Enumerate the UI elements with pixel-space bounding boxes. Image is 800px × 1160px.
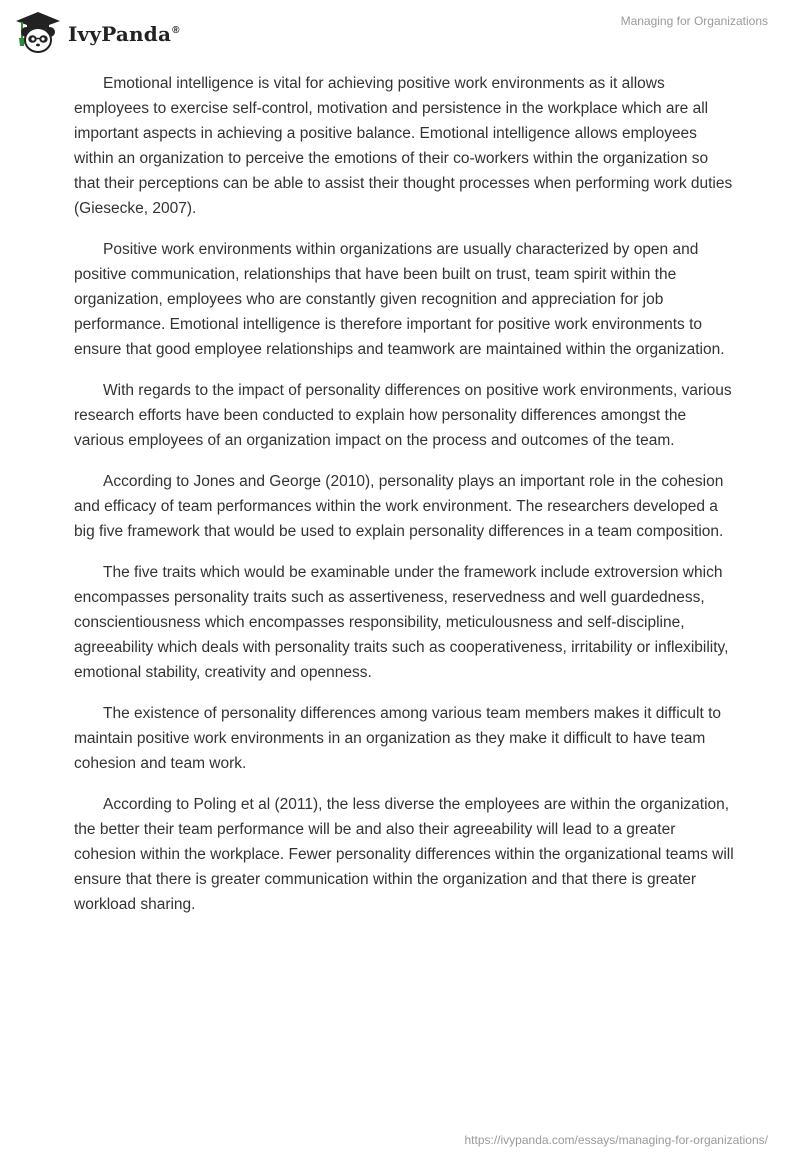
paragraph-1: Emotional intelligence is vital for achieving positive work environments as it allows employees to exercise self-control, motivation and persistence in the workplace which are all important aspects in achieving a positive balance. Emotional intelligence allows employees within an organization to perceive the emotions of their co-workers within the organization so that their perceptions can be able to assist their thought processes when performing work duties (Giesecke, 2007). [74,75,733,217]
paragraph-7: According to Poling et al (2011), the less diverse the employees are within the organization, the better their team performance will be and also their agreeability will lead to a greater cohesion within the workplace. Fewer personality differences within the organizational teams will ensure that there is greater communication within the organization and that there is greater workload sharing. [74,796,734,913]
panda-graduate-icon [14,10,62,54]
article-body [74,71,734,933]
brand-name: IvyPanda® [68,22,180,46]
document-title: Managing for Organizations [620,14,768,28]
paragraph-4: According to Jones and George (2010), personality plays an important role in the cohesion and efficacy of team performances within the work environment. The researchers developed a big five framework that would be used to explain personality differences in a team composition. [74,473,724,540]
paragraph-5: The five traits which would be examinable under the framework include extroversion which encompasses personality traits such as assertiveness, reservedness and well guardedness, conscientiousness which encompasses responsibility, meticulousness and self-discipline, agreeability which deals with personality traits such as cooperativeness, irritability or inflexibility, emotional stability, creativity and openness. [74,564,729,681]
paragraph-3: With regards to the impact of personality differences on positive work environments, various research efforts have been conducted to explain how personality differences amongst the various employees of an organization impact on the process and outcomes of the team. [74,382,732,449]
page-header [0,0,800,70]
ivypanda-logo[interactable] [14,10,180,54]
paragraph-2: Positive work environments within organizations are usually characterized by open and positive communication, relationships that have been built on trust, team spirit within the organization, employees who are constantly given recognition and appreciation for job performance. Emotional intelligence is therefore important for positive work environments to ensure that good employee relationships and teamwork are maintained within the organization. [74,241,725,358]
registered-mark: ® [172,25,180,37]
source-url[interactable]: https://ivypanda.com/essays/managing-for-organizations/ [464,1133,768,1147]
paragraph-6: The existence of personality differences among various team members makes it difficult to maintain positive work environments in an organization as they make it difficult to have team cohesion and team work. [74,705,721,772]
